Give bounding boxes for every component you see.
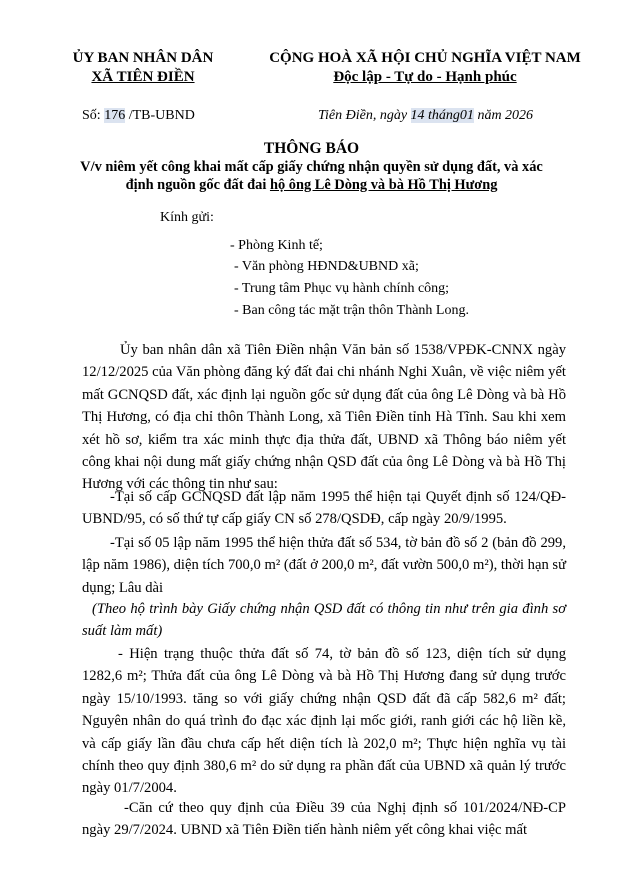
body-paragraph-3: -Tại số 05 lập năm 1995 thể hiện thửa đất số 534, tờ bản đồ số 2 (bản đồ 299, lập năm 1986), diện tích 700,0 m² (đất ở 200,0 m², đất vườn 500,0 m²), thời hạn sử dụng; Lâu dài xyxy=(82,535,566,596)
org-name-line2: XÃ TIÊN ĐIỀN xyxy=(91,69,195,85)
doc-subject-line2 xyxy=(0,177,623,194)
recipient-item: - Trung tâm Phục vụ hành chính công; xyxy=(234,281,450,296)
recipient-item: - Văn phòng HĐND&UBND xã; xyxy=(234,259,419,274)
date-place: Tiên Điền, ngày xyxy=(318,108,411,123)
recipient-item: - Ban công tác mặt trận thôn Thành Long. xyxy=(234,303,469,318)
doc-subject-line2-part1: định nguồn gốc đất đai xyxy=(125,177,270,193)
recipient-item: - Phòng Kinh tế; xyxy=(230,238,323,253)
doc-subject-line1: V/v niêm yết công khai mất cấp giấy chứng nhận quyền sử dụng đất, và xác xyxy=(80,159,543,175)
nation-motto-text: Độc lập - Tự do - Hạnh phúc xyxy=(333,69,517,85)
nation-motto xyxy=(255,69,595,86)
body-paragraph-1: Ủy ban nhân dân xã Tiên Điền nhận Văn bản số 1538/VPĐK-CNNX ngày 12/12/2025 của Văn phòng đăng ký đất đai chi nhánh Nghi Xuân, về việc niêm yết mất GCNQSD đất, xác định lại nguồn gốc sử dụng đất của ông Lê Dòng và bà Hồ Thị Hương, có địa chỉ thôn Thành Long, xã Tiên Điền tỉnh Hà Tĩnh. Sau khi xem xét hồ sơ, kiểm tra xác minh thực địa thửa đất, UBND xã Thông báo niêm yết công khai nội dung mất giấy chứng nhận QSD đất của ông Lê Dòng và bà Hồ Thị Hương với các thông tin như sau: xyxy=(82,342,566,493)
recipients-label: Kính gửi: xyxy=(160,210,214,225)
date-line xyxy=(318,108,533,124)
doc-number-suffix: /TB-UBND xyxy=(125,108,195,123)
body-paragraph-4: (Theo hộ trình bày Giấy chứng nhận QSD đất có thông tin như trên gia đình sơ suất làm mất) xyxy=(82,601,566,640)
body-paragraph-2: -Tại số cấp GCNQSD đất lập năm 1995 thể hiện tại Quyết định số 124/QĐ-UBND/95, có số thứ tự cấp giấy CN số 278/QSDĐ, cấp ngày 20/9/1995. xyxy=(82,489,566,528)
doc-number-value: 176 xyxy=(104,108,126,123)
body-paragraph-5: - Hiện trạng thuộc thửa đất số 74, tờ bản đồ số 123, diện tích sử dụng 1282,6 m²; Thửa đất của ông Lê Dòng và bà Hồ Thị Hương đang sử dụng trước ngày 15/10/1993. tăng so với giấy chứng nhận QSD đất đã cấp 582,6 m² đất; Nguyên nhân do quá trình đo đạc xác định lại mốc giới, ranh giới các hộ liền kề, và cấp giấy lần đầu chưa cấp hết diện tích là 202,0 m²; Thực hiện nghĩa vụ tài chính theo quy định 380,6 m² do sử dụng ra phần đất của UBND xã quản lý trước ngày 01/7/2004. xyxy=(82,646,566,797)
doc-subject-household: hộ ông Lê Dòng và bà Hồ Thị Hương xyxy=(269,177,498,193)
date-year: năm 2026 xyxy=(473,108,534,123)
nation-title: CỘNG HOÀ XÃ HỘI CHỦ NGHĨA VIỆT NAM xyxy=(269,50,581,66)
org-name-line1: ỦY BAN NHÂN DÂN xyxy=(72,50,214,66)
date-day-month: 14 tháng01 xyxy=(410,108,474,123)
doc-title: THÔNG BÁO xyxy=(263,140,360,157)
doc-number-prefix: Số: xyxy=(82,108,105,123)
doc-number xyxy=(82,108,195,124)
body-paragraph-6: -Căn cứ theo quy định của Điều 39 của Nghị định số 101/2024/NĐ-CP ngày 29/7/2024. UBND xã Tiên Điền tiến hành niêm yết công khai việc mất xyxy=(82,800,566,839)
